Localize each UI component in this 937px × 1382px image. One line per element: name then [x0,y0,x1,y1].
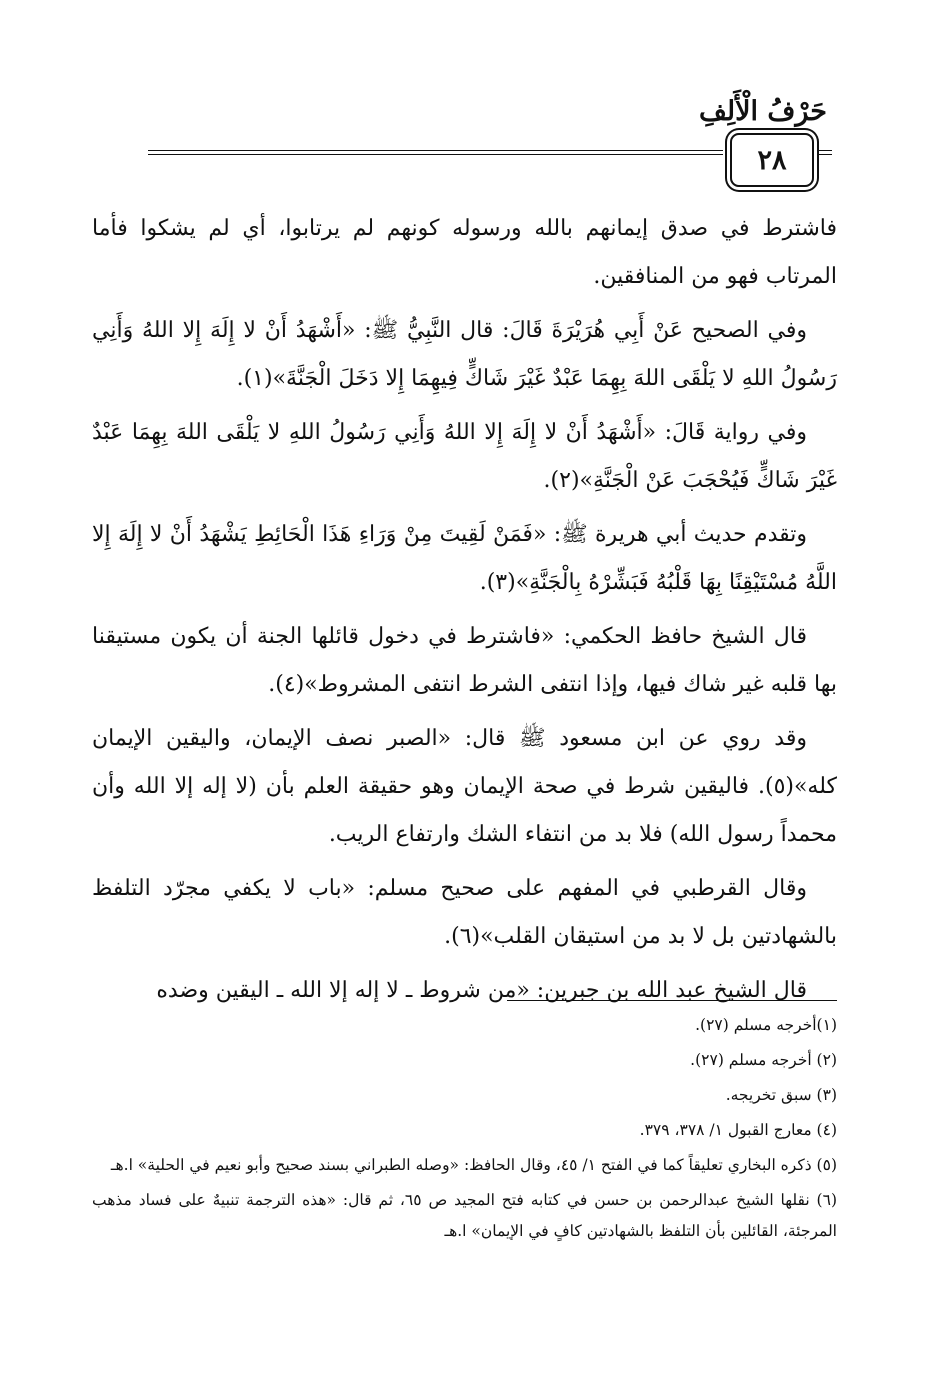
chapter-title: حَرْفُ الْأَلِفِ [698,96,827,127]
paragraph: وتقدم حديث أبي هريرة ﷺ: «فَمَنْ لَقِيتَ مِنْ وَرَاءِ هَذَا الْحَائِطِ يَشْهَدُ أَنْ لا إِلَهَ إِلا اللَّهُ مُسْتَيْقِنًا بِهَا قَلْبُهُ فَبَشِّرْهُ بِالْجَنَّةِ»(٣). [92,522,837,595]
footnotes [92,1010,837,1251]
paragraph: وقد روي عن ابن مسعود ﷺ قال: «الصبر نصف الإيمان، واليقين الإيمان كله»(٥). فاليقين شرط في صحة الإيمان وهو حقيقة العلم بأن (لا إله إلا الله وأن محمداً رسول الله) فلا بد من انتفاء الشك وارتفاع الريب. [92,726,837,847]
paragraph: وفي الصحيح عَنْ أَبِي هُرَيْرَةَ قَالَ: قال النَّبِيُّ ﷺ: «أَشْهَدُ أَنْ لا إِلَهَ إِلا اللهُ وَأَنِي رَسُولُ اللهِ لا يَلْقَى اللهَ بِهِمَا عَبْدٌ غَيْرَ شَاكٍّ فِيهِمَا إِلا دَخَلَ الْجَنَّةَ»(١). [92,318,837,391]
paragraph: وفي رواية قَالَ: «أَشْهَدُ أَنْ لا إِلَهَ إِلا اللهُ وَأَنِي رَسُولُ اللهِ لا يَلْقَى اللهَ بِهِمَا عَبْدٌ غَيْرَ شَاكٍّ فَيُحْجَبَ عَنْ الْجَنَّةِ»(٢). [92,420,837,493]
footnote-separator [507,1000,837,1001]
header-tick [818,150,832,155]
footnote: (٢) أخرجه مسلم (٢٧). [690,1051,837,1069]
paragraph: قال الشيخ حافظ الحكمي: «فاشترط في دخول قائلها الجنة أن يكون مستيقنا بها قلبه غير شاك فيها، وإذا انتفى الشرط انتفى المشروط»(٤). [92,624,837,697]
page-number-box [730,133,814,187]
page-header [0,0,937,200]
paragraph: قال الشيخ عبد الله بن جبرين: «من شروط ـ لا إله إلا الله ـ اليقين وضده [156,978,807,1003]
footnote: (٤) معارج القبول ١/ ٣٧٨، ٣٧٩. [639,1121,837,1139]
page-number: ٢٨ [757,144,787,176]
main-text [92,205,837,1021]
header-rule [148,150,723,155]
footnote: (٣) سبق تخريجه. [725,1086,837,1104]
paragraph: فاشترط في صدق إيمانهم بالله ورسوله كونهم لم يرتابوا، أي لم يشكوا فأما المرتاب فهو من المنافقين. [92,216,837,289]
footnote: (٦) نقلها الشيخ عبدالرحمن بن حسن في كتابه فتح المجيد ص ٦٥، ثم قال: «هذه الترجمة تنبيهٌ على فساد مذهب المرجئة، القائلين بأن التلفظ بالشهادتين كافٍ في الإيمان» ا.هـ [92,1191,837,1240]
paragraph: وقال القرطبي في المفهم على صحيح مسلم: «باب لا يكفي مجرّد التلفظ بالشهادتين بل لا بد من استيقان القلب»(٦). [92,876,837,949]
footnote: (١)أخرجه مسلم (٢٧). [695,1016,837,1034]
footnote: (٥) ذكره البخاري تعليقاً كما في الفتح ١/ ٤٥، وقال الحافظ: «وصله الطبراني بسند صحيح وأبو نعيم في الحلية» ا.هـ [110,1156,837,1174]
